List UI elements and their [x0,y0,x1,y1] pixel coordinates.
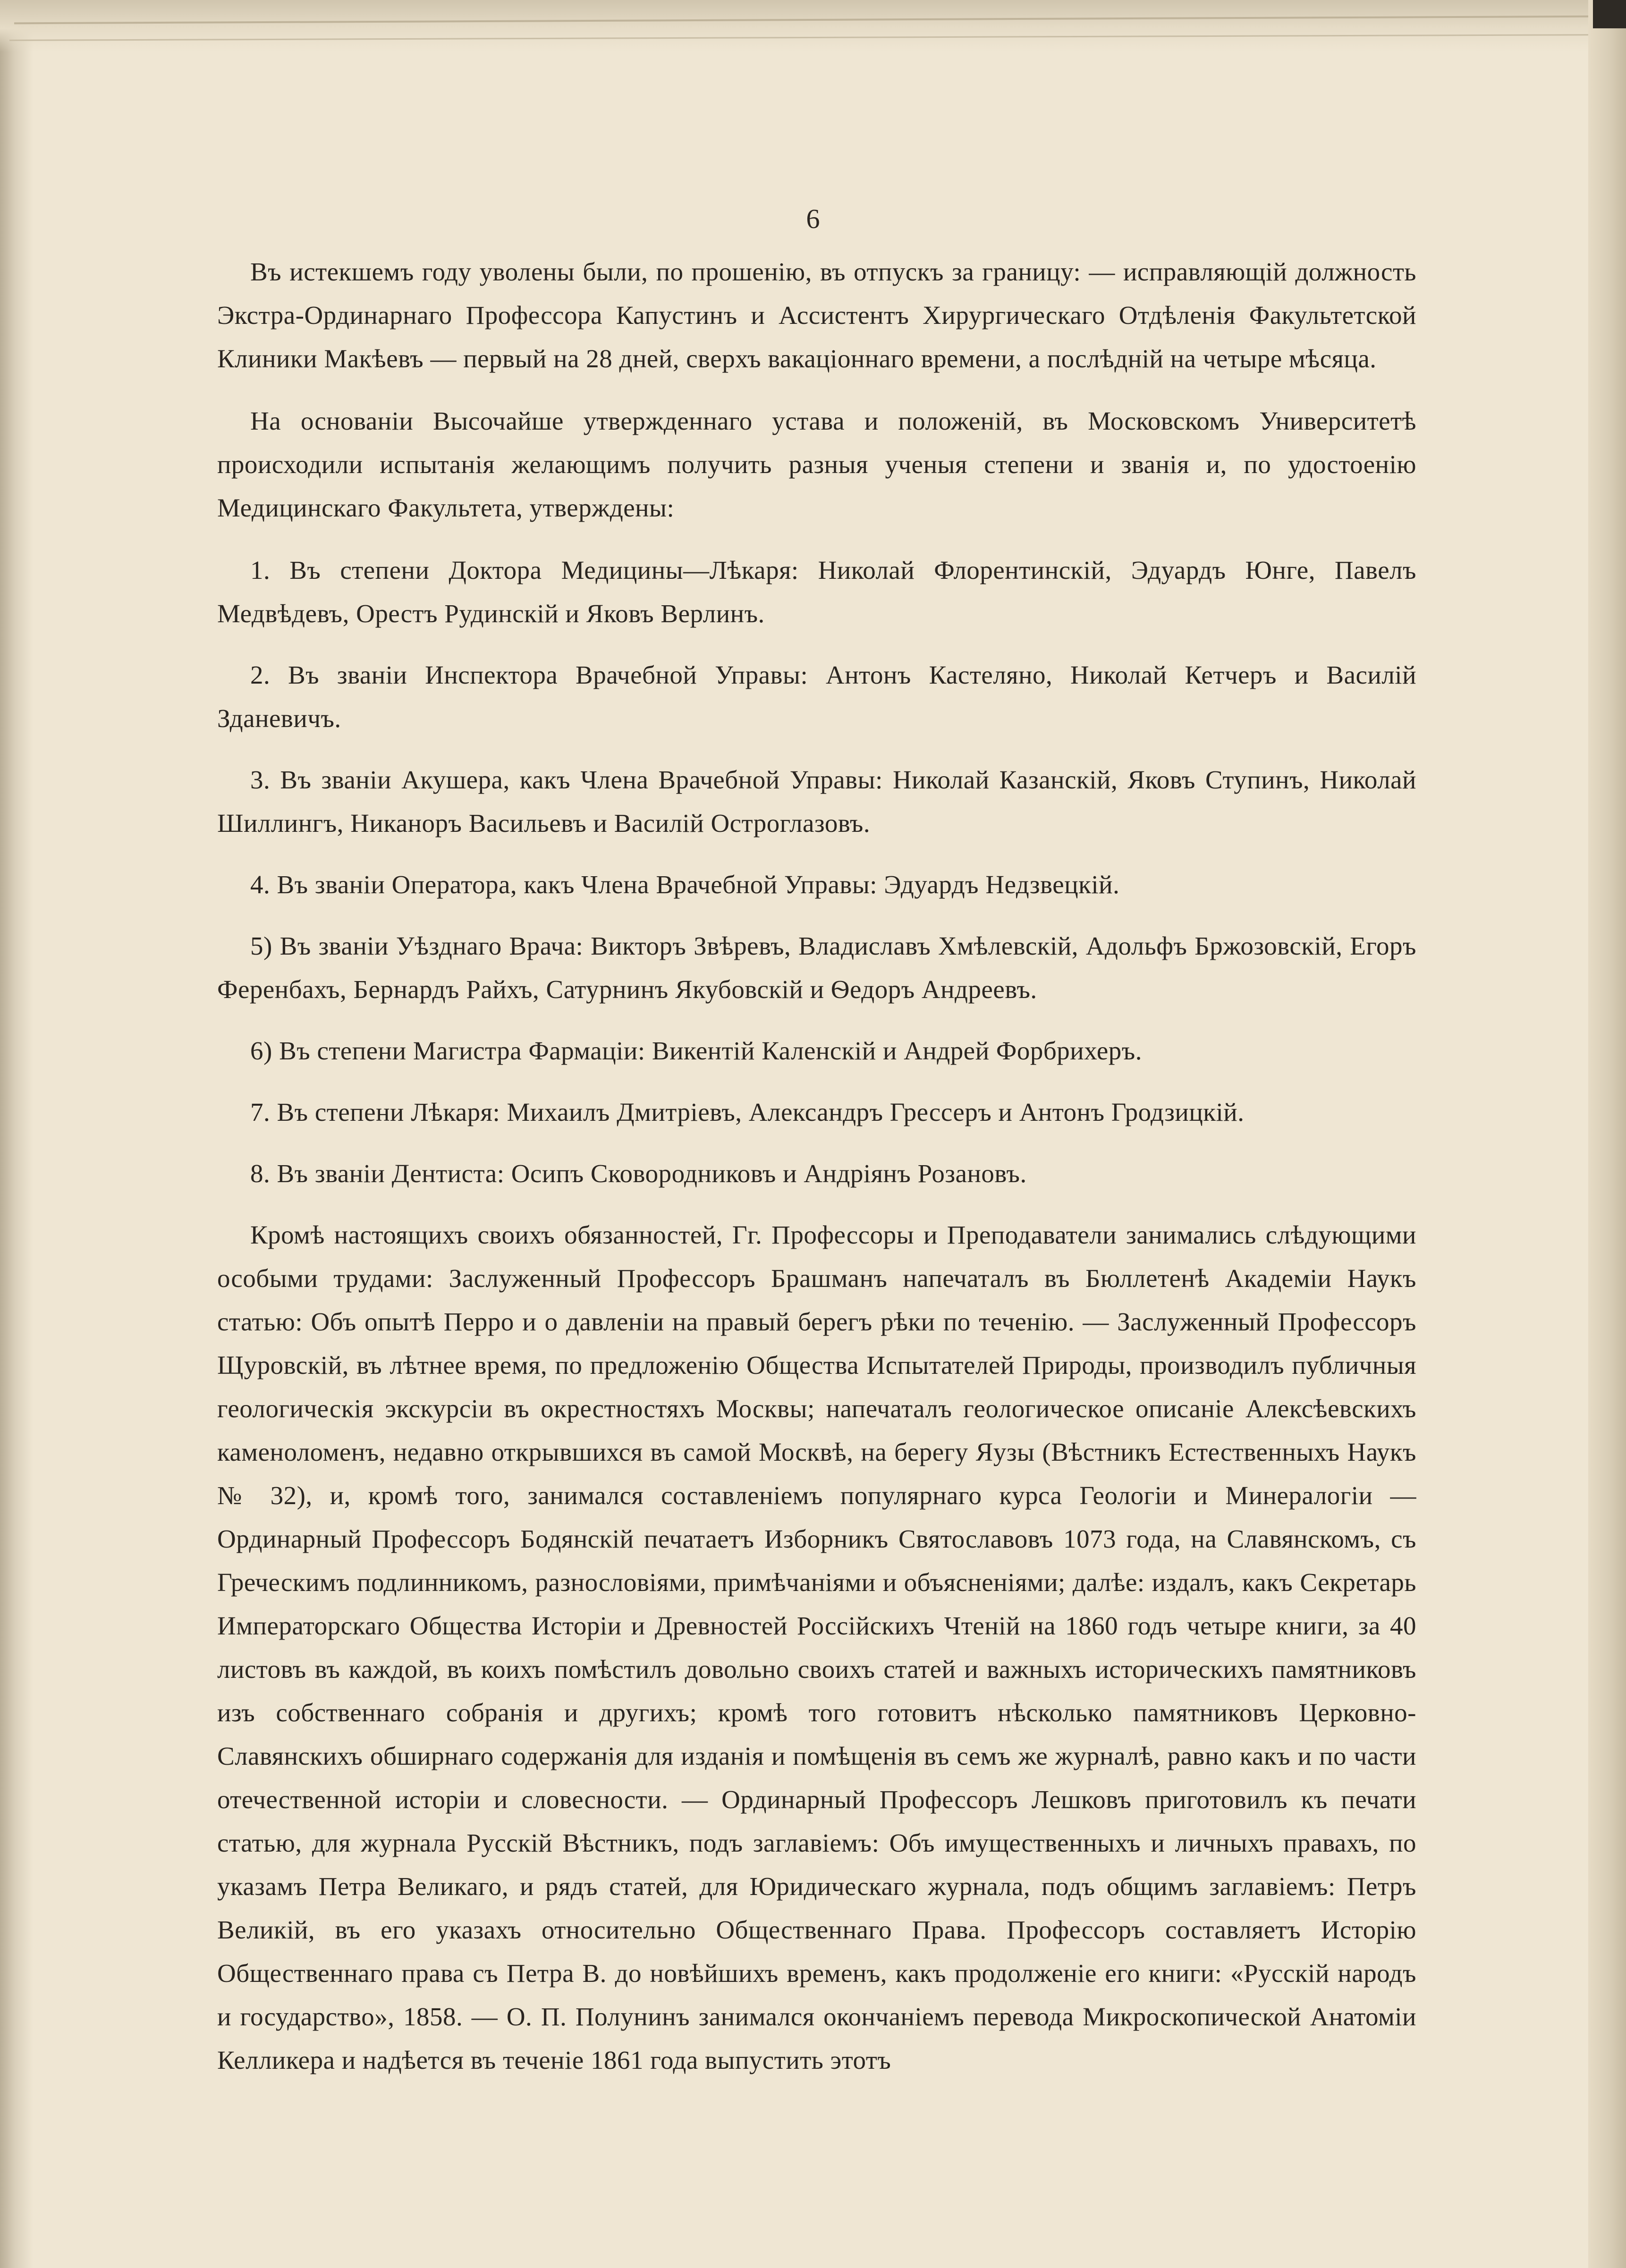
paragraph-professors-works: Кромѣ настоящихъ своихъ обязанностей, Гг. Профессоры и Преподаватели занимались слѣдующими особыми трудами: Заслуженный Профессоръ Брашманъ напечаталъ въ Бюллетенѣ Академіи Наукъ статью: Объ опытѣ Перро и о давленіи на правый берегъ рѣки по теченію. — Заслуженный Профессоръ Щуровскій, въ лѣтнее время, по предложенію Общества Испытателей Природы, производилъ публичныя геологическія экскурсіи въ окрестностяхъ Москвы; напечаталъ геологическое описаніе Алексѣевскихъ каменоломенъ, недавно открывшихся въ самой Москвѣ, на берегу Яузы (Вѣстникъ Естественныхъ Наукъ № 32), и, кромѣ того, занимался составленіемъ популярнаго курса Геологіи и Минералогіи — Ординарный Профессоръ Бодянскій печатаетъ Изборникъ Святославовъ 1073 года, на Славянскомъ, съ Греческимъ подлинникомъ, разнословіями, примѣчаніями и объясненіями; далѣе: издалъ, какъ Секретарь Императорскаго Общества Исторіи и Древностей Россійскихъ Чтеній на 1860 годъ четыре книги, за 40 листовъ въ каждой, въ коихъ помѣстилъ довольно своихъ статей и важныхъ историческихъ памятниковъ изъ собственнаго собранія и другихъ; кромѣ того готовитъ нѣсколько памятниковъ Церковно-Славянскихъ обширнаго содержанія для изданія и помѣщенія въ семъ же журналѣ, равно какъ и по части отечественной исторіи и словесности. — Ординарный Профессоръ Лешковъ приготовилъ къ печати статью, для журнала Русскій Вѣстникъ, подъ заглавіемъ: Объ имущественныхъ и личныхъ правахъ, по указамъ Петра Великаго, и рядъ статей, для Юридическаго журнала, подъ общимъ заглавіемъ: Петръ Великій, въ его указахъ относительно Общественнаго Права. Профессоръ составляетъ Исторію Общественнаго права съ Петра В. до новѣйшихъ временъ, какъ продолженіе его книги: «Русскій народъ и государство», 1858. — О. П. Полунинъ занимался окончаніемъ перевода Микроскопической Анатоміи Келликера и надѣется въ теченіе 1861 года выпустить этотъ [217,1220,1416,2074]
paragraph-degrees-intro: На основаніи Высочайше утвержденнаго устава и положеній, въ Московскомъ Университетѣ происходили испытанія желающимъ получить разныя ученыя степени и званія и, по удостоенію Медицинскаго Факультета, утверждены: [217,406,1416,522]
page-top-edge [0,0,1626,52]
list-item-operator: 4. Въ званіи Оператора, какъ Члена Врачебной Управы: Эдуардъ Недзвецкій. [250,870,1120,899]
list-item-obstetricians: 3. Въ званіи Акушера, какъ Члена Врачебной Управы: Николай Казанскій, Яковъ Ступинъ, Николай Шиллингъ, Никаноръ Васильевъ и Василій Остроглазовъ. [217,765,1416,838]
list-item-physicians: 7. Въ степени Лѣкаря: Михаилъ Дмитріевъ, Александръ Грессеръ и Антонъ Гродзицкій. [250,1098,1245,1126]
list-item-district-physicians: 5) Въ званіи Уѣзднаго Врача: Викторъ Звѣревъ, Владиславъ Хмѣлевскій, Адольфъ Бржозовскій, Егоръ Ференбахъ, Бернардъ Райхъ, Сатурнинъ Якубовскій и Ѳедоръ Андреевъ. [217,931,1416,1004]
list-item-inspectors: 2. Въ званіи Инспектора Врачебной Управы: Антонъ Кастеляно, Николай Кетчеръ и Василій Зданевичъ. [217,660,1416,733]
page-number: 6 [806,203,820,234]
paragraph-leave: Въ истекшемъ году уволены были, по прошенію, въ отпускъ за границу: — исправляющій должность Экстра-Ординарнаго Профессора Капустинъ и Ассистентъ Хирургическаго Отдѣленія Факультетской Клиники Макѣевъ — первый на 28 дней, сверхъ вакаціоннаго времени, а послѣдній на четыре мѣсяца. [217,257,1416,373]
page-left-shadow [0,0,33,2268]
document-body [217,250,1416,2082]
list-item-pharmacy-masters: 6) Въ степени Магистра Фармаціи: Викентій Каленскій и Андрей Форбрихеръ. [250,1036,1142,1065]
list-item-dentists: 8. Въ званіи Дентиста: Осипъ Сковородниковъ и Андріянъ Розановъ. [250,1159,1027,1188]
list-item-doctors: 1. Въ степени Доктора Медицины—Лѣкаря: Николай Флорентинскій, Эдуардъ Юнге, Павелъ Медвѣдевъ, Орестъ Рудинскій и Яковъ Верлинъ. [217,556,1416,628]
page-right-edge [1588,0,1626,2268]
page-corner-background [1593,0,1626,28]
